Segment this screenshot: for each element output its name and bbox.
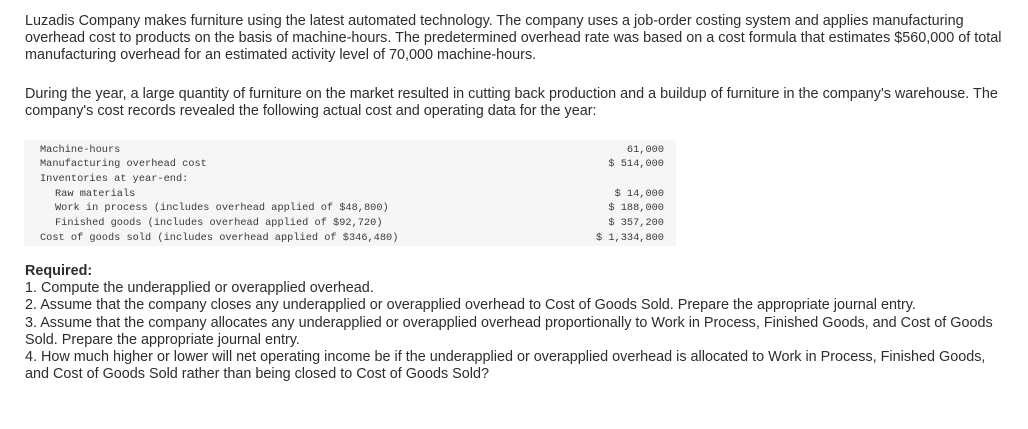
table-row <box>24 157 676 171</box>
row-value: $ 514,000 <box>608 158 664 170</box>
required-heading: Required: <box>25 263 93 279</box>
required-item-3: 3. Assume that the company allocates any underapplied or overapplied overhead proportionally to Work in Process, Finished Goods, and Cost of Goods Sold. Prepare the appropriate journal entry. <box>25 314 993 348</box>
row-label: Finished goods (includes overhead applied of $92,720) <box>55 217 383 229</box>
table-row <box>24 143 676 157</box>
required-item-4: 4. How much higher or lower will net operating income be if the underapplied or overapplied overhead is allocated to Work in Process, Finished Goods, and Cost of Goods Sold rather than being closed to Cost of Goods Sold? <box>25 349 986 383</box>
row-value: $ 14,000 <box>614 188 664 200</box>
row-label: Inventories at year-end: <box>40 173 189 185</box>
row-value: $ 1,334,800 <box>596 232 664 244</box>
cost-data-table <box>24 140 676 246</box>
table-row <box>24 231 676 245</box>
required-item-1: 1. Compute the underapplied or overapplied overhead. <box>25 280 374 297</box>
row-label: Machine-hours <box>40 144 121 156</box>
intro-paragraph-2: During the year, a large quantity of furniture on the market resulted in cutting back production and a buildup of furniture in the company's warehouse. The company's cost records revealed the following actual cost and operating data for the year: <box>25 86 998 119</box>
row-label: Raw materials <box>55 188 136 200</box>
table-row <box>24 187 676 201</box>
row-label: Cost of goods sold (includes overhead applied of $346,480) <box>40 232 399 244</box>
row-value: $ 357,200 <box>608 217 664 229</box>
required-section <box>25 263 1005 383</box>
intro-paragraph-1: Luzadis Company makes furniture using the latest automated technology. The company uses a job-order costing system and applies manufacturing overhead cost to products on the basis of machine-hours. The predetermined overhead rate was based on a cost formula that estimates $560,000 of total manufacturing overhead for an estimated activity level of 70,000 machine-hours. <box>25 13 1002 63</box>
row-label: Manufacturing overhead cost <box>40 158 207 170</box>
table-row <box>24 172 676 186</box>
required-item-2: 2. Assume that the company closes any underapplied or overapplied overhead to Cost of Goods Sold. Prepare the appropriate journal entry. <box>25 297 916 314</box>
row-label: Work in process (includes overhead applied of $48,800) <box>55 202 389 214</box>
table-row <box>24 216 676 230</box>
row-value: 61,000 <box>626 144 664 156</box>
row-value: $ 188,000 <box>608 202 664 214</box>
table-row <box>24 201 676 215</box>
